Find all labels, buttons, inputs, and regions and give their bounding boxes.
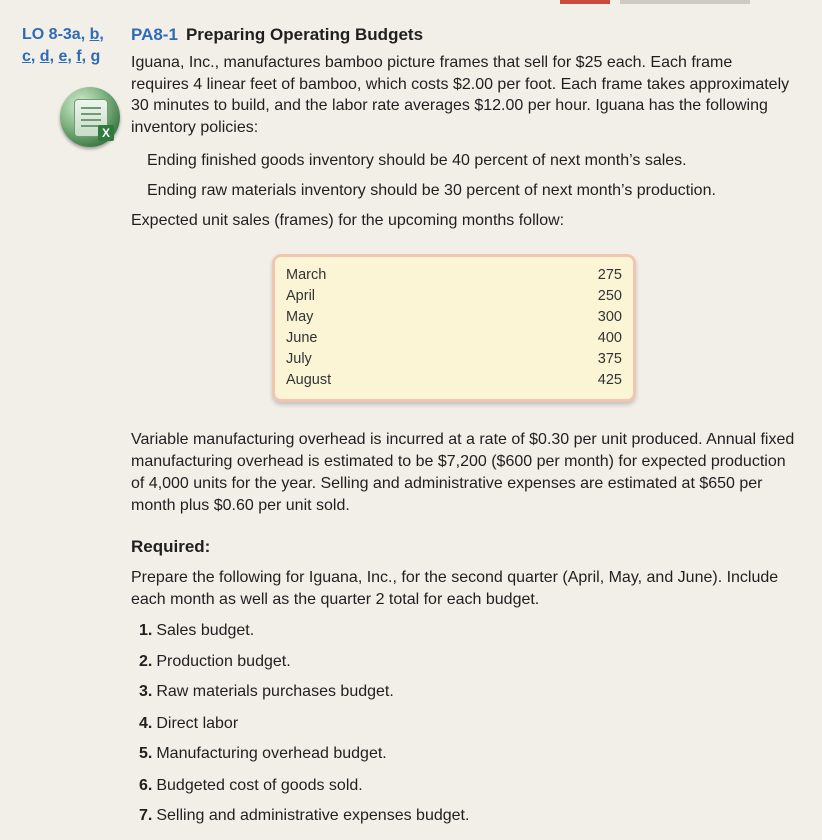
table-row — [286, 265, 622, 286]
required-item — [139, 775, 363, 796]
top-accent-bar — [560, 0, 610, 4]
month-label: August — [286, 372, 332, 388]
lo-link-c[interactable]: c — [22, 48, 31, 65]
required-item — [139, 713, 238, 734]
lo-link-e[interactable]: e — [58, 48, 68, 65]
required-item — [139, 805, 469, 826]
lo-link-d[interactable]: d — [39, 48, 50, 65]
expected-sales-table — [272, 254, 636, 402]
item-number: 6. — [139, 777, 153, 794]
item-label: Manufacturing overhead budget. — [156, 745, 387, 762]
month-label: May — [286, 309, 314, 325]
month-label: July — [286, 351, 312, 367]
required-item — [139, 743, 387, 764]
excel-spreadsheet-icon[interactable] — [60, 87, 120, 147]
item-number: 1. — [139, 622, 153, 639]
learning-objectives: LO 8-3a, b, c, d, e, f, g — [22, 26, 104, 65]
month-label: March — [286, 267, 327, 283]
top-faint-bar — [620, 0, 750, 4]
item-number: 5. — [139, 745, 153, 762]
lo-link-b[interactable]: b — [89, 26, 100, 43]
problem-heading — [131, 24, 423, 46]
unit-sales-value: 400 — [597, 330, 622, 346]
problem-intro: Iguana, Inc., manufactures bamboo picture frames that sell for $25 each. Each frame requires 4 linear feet of bamboo, which costs $2.00 per foot. Each frame takes approximately 30 minutes to build, and the labor rate averages $12.00 per hour. Iguana has the following inventory policies: — [131, 54, 790, 136]
item-label: Sales budget. — [156, 622, 255, 639]
required-item — [139, 620, 254, 641]
item-label: Raw materials purchases budget. — [156, 683, 394, 700]
lo-link-f[interactable]: f — [76, 48, 82, 65]
item-number: 4. — [139, 715, 153, 732]
item-label: Direct labor — [156, 715, 239, 732]
expected-sales-intro: Expected unit sales (frames) for the upcoming months follow: — [131, 212, 565, 229]
item-number: 2. — [139, 653, 153, 670]
lo-prefix: LO 8-3a, — [22, 26, 90, 43]
required-heading: Required: — [131, 537, 211, 556]
required-item — [139, 681, 394, 702]
table-row — [286, 286, 622, 307]
table-row — [286, 370, 622, 391]
table-row — [286, 328, 622, 349]
item-number: 3. — [139, 683, 153, 700]
lo-link-g[interactable]: g — [90, 48, 101, 65]
problem-title: Preparing Operating Budgets — [185, 25, 424, 44]
month-label: April — [286, 288, 316, 304]
problem-number: PA8-1 — [131, 25, 178, 44]
unit-sales-value: 425 — [597, 372, 622, 388]
required-item — [139, 651, 291, 672]
month-label: June — [286, 330, 318, 346]
item-label: Selling and administrative expenses budget. — [156, 807, 470, 824]
table-row — [286, 349, 622, 370]
item-number: 7. — [139, 807, 153, 824]
unit-sales-value: 250 — [597, 288, 622, 304]
unit-sales-value: 375 — [597, 351, 622, 367]
unit-sales-value: 300 — [597, 309, 622, 325]
unit-sales-value: 275 — [597, 267, 622, 283]
required-instructions: Prepare the following for Iguana, Inc., for the second quarter (April, May, and June). Include each month as well as the quarter 2 total for each budget. — [131, 569, 779, 608]
overhead-paragraph: Variable manufacturing overhead is incurred at a rate of $0.30 per unit produced. Annual fixed manufacturing overhead is estimated to be $7,200 ($600 per month) for expected production of 4,000 units for the year. Selling and administrative expenses are estimated at $650 per month plus $0.60 per unit sold. — [131, 431, 795, 514]
excel-x-badge: X — [98, 125, 114, 141]
table-row — [286, 307, 622, 328]
policy-finished-goods: Ending finished goods inventory should be 40 percent of next month’s sales. — [147, 152, 687, 169]
policy-raw-materials: Ending raw materials inventory should be 30 percent of next month’s production. — [147, 182, 716, 199]
item-label: Budgeted cost of goods sold. — [156, 777, 363, 794]
item-label: Production budget. — [156, 653, 291, 670]
